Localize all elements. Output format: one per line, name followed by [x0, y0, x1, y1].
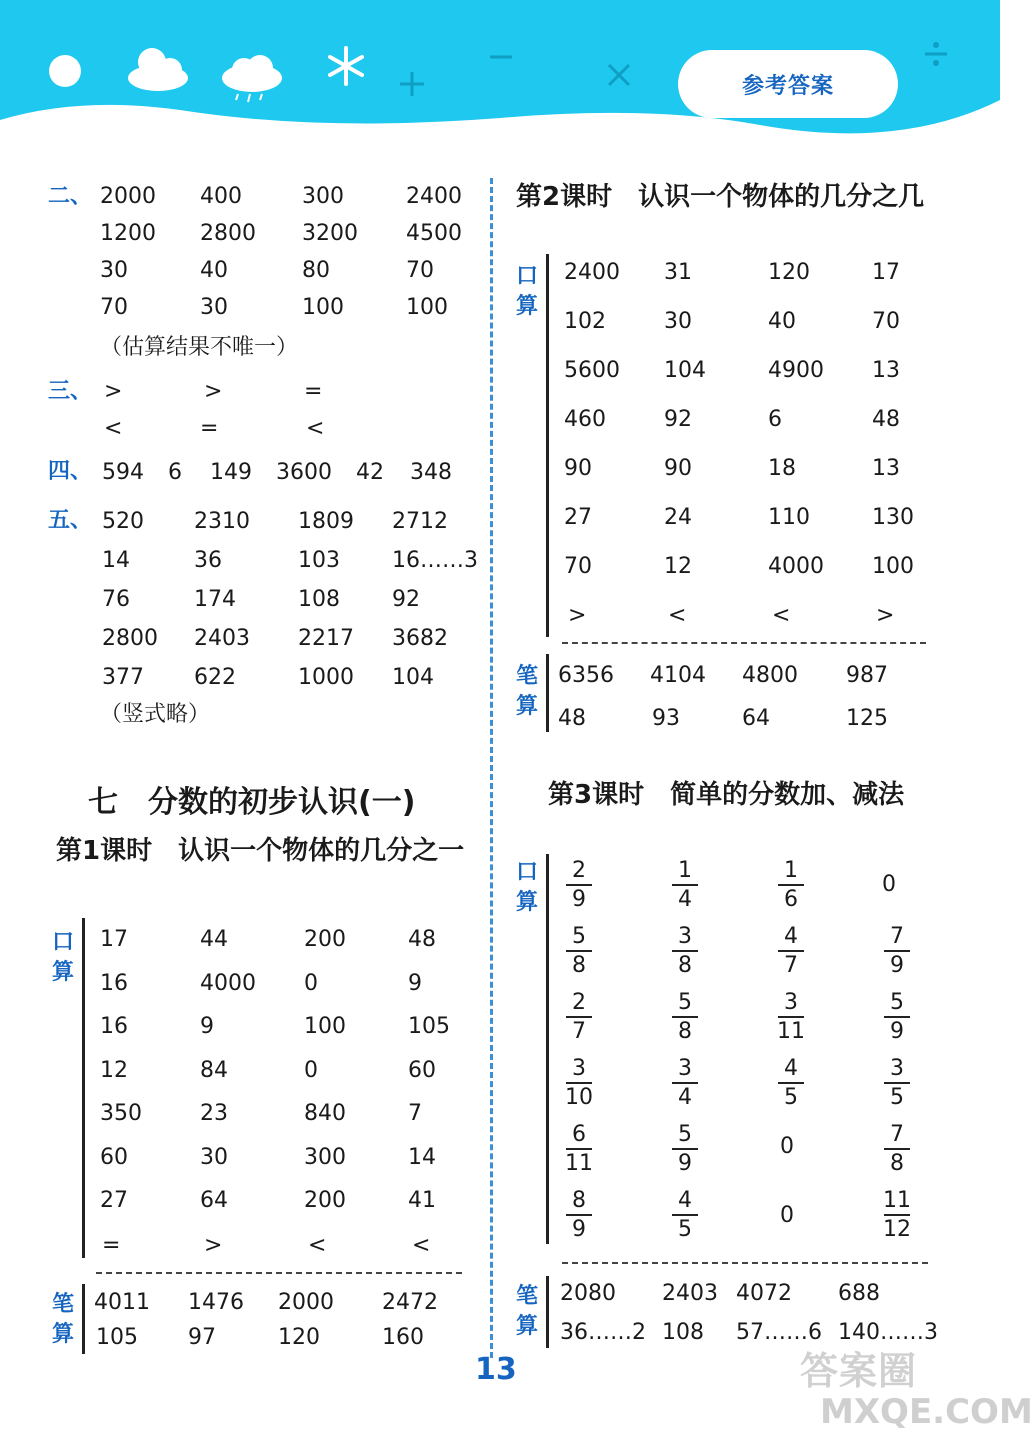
cell: 16: [100, 971, 128, 996]
fraction: 2 7: [562, 992, 596, 1043]
cell: 17: [872, 260, 900, 285]
cell: 14: [102, 548, 130, 573]
cell: 64: [200, 1188, 228, 1213]
page-number: 13: [475, 1352, 517, 1387]
cell: 9: [408, 971, 422, 996]
cell: 27: [564, 505, 592, 530]
cell: 300: [304, 1145, 346, 1170]
cell: 2712: [392, 509, 448, 534]
cell: =: [102, 1233, 121, 1258]
cell: 104: [664, 358, 706, 383]
cell: <: [308, 1233, 327, 1258]
cell: 60: [100, 1145, 128, 1170]
separator: [96, 1272, 462, 1274]
written-calc-label: 笔算: [51, 1292, 74, 1347]
cell: 41: [408, 1188, 436, 1213]
cell: 4900: [768, 358, 824, 383]
cell: >: [204, 379, 223, 404]
cell: 350: [100, 1101, 142, 1126]
cell: 6: [168, 460, 182, 485]
watermark-logo: 答案圈: [800, 1349, 918, 1393]
cell: 57……6: [736, 1320, 822, 1345]
oral-calc-label: 口算: [515, 264, 538, 319]
cell: 4104: [650, 663, 706, 688]
cell: 13: [872, 456, 900, 481]
cell: 1809: [298, 509, 354, 534]
minus-icon: [488, 52, 514, 62]
fraction: 3 8: [668, 926, 702, 977]
section-5-note: （竖式略）: [100, 702, 211, 727]
cell: 0: [304, 1058, 318, 1083]
section-2-label: 二、: [48, 184, 93, 209]
cell: 200: [304, 1188, 346, 1213]
cell: 48: [408, 927, 436, 952]
cell: 12: [664, 554, 692, 579]
cell: 2800: [102, 626, 158, 651]
lesson-3-title: 第3课时 简单的分数加、减法: [548, 780, 905, 810]
cell: 0: [780, 1203, 794, 1228]
cell: 688: [838, 1281, 880, 1306]
cell: >: [204, 1233, 223, 1258]
unit-title: 七 分数的初步认识(一): [88, 785, 416, 820]
cell: <: [306, 416, 325, 441]
fraction: 6 11: [565, 1122, 593, 1176]
cell: 90: [564, 456, 592, 481]
cell: 60: [408, 1058, 436, 1083]
cell: 160: [382, 1325, 424, 1350]
section-5-label: 五、: [48, 508, 93, 533]
cell: 110: [768, 505, 810, 530]
cell: 3682: [392, 626, 448, 651]
rain-cloud-icon: [220, 50, 286, 106]
separator: [562, 1262, 928, 1264]
cell: <: [104, 416, 123, 441]
cell: 2217: [298, 626, 354, 651]
cell: 174: [194, 587, 236, 612]
fraction: 5 8: [562, 926, 596, 977]
cell: 2400: [564, 260, 620, 285]
cell: 622: [194, 665, 236, 690]
cell: 80: [302, 258, 330, 283]
cell: 13: [872, 358, 900, 383]
oral-calc-bracket: [82, 918, 85, 1258]
cell: 16: [100, 1014, 128, 1039]
sun-icon: [48, 54, 82, 88]
cell: 70: [406, 258, 434, 283]
cell: 348: [410, 460, 452, 485]
cell: 1000: [298, 665, 354, 690]
cell: 400: [200, 184, 242, 209]
fraction: 11 12: [883, 1188, 911, 1242]
cell: 102: [564, 309, 606, 334]
cell: 9: [200, 1014, 214, 1039]
written-calc-bracket: [82, 1284, 85, 1354]
fraction: 3 10: [565, 1056, 593, 1110]
cell: 30: [664, 309, 692, 334]
fraction: 8 9: [562, 1190, 596, 1241]
cell: 2080: [560, 1281, 616, 1306]
cell: 6356: [558, 663, 614, 688]
cell: 27: [100, 1188, 128, 1213]
cell: 36: [194, 548, 222, 573]
cell: 4000: [768, 554, 824, 579]
cell: <: [412, 1233, 431, 1258]
cell: 30: [100, 258, 128, 283]
cell: 4800: [742, 663, 798, 688]
cell: 16……3: [392, 548, 478, 573]
cell: 48: [558, 706, 586, 731]
section-2-note: （估算结果不唯一）: [100, 335, 299, 360]
cell: 100: [304, 1014, 346, 1039]
cell: 5600: [564, 358, 620, 383]
column-divider: [490, 178, 493, 1358]
cell: 300: [302, 184, 344, 209]
cell: <: [772, 603, 791, 628]
cell: 108: [662, 1320, 704, 1345]
cell: 840: [304, 1101, 346, 1126]
cell: 125: [846, 706, 888, 731]
cell: 6: [768, 407, 782, 432]
cell: 2400: [406, 184, 462, 209]
cell: 30: [200, 295, 228, 320]
cell: 31: [664, 260, 692, 285]
fraction: 4 7: [774, 926, 808, 977]
cell: 2800: [200, 221, 256, 246]
plus-icon: [398, 70, 426, 98]
cell: =: [304, 379, 323, 404]
fraction: 4 5: [668, 1190, 702, 1241]
answer-key-badge: 参考答案: [678, 50, 898, 118]
fraction: 5 8: [668, 992, 702, 1043]
section-3-label: 三、: [48, 379, 93, 404]
fraction: 3 11: [777, 990, 805, 1044]
section-4-label: 四、: [48, 459, 93, 484]
cell: 36……2: [560, 1320, 646, 1345]
cell: 2000: [278, 1290, 334, 1315]
lesson-2-title: 第2课时 认识一个物体的几分之几: [516, 182, 925, 212]
cell: 4000: [200, 971, 256, 996]
oral-calc-label: 口算: [515, 860, 538, 915]
cell: 18: [768, 456, 796, 481]
cell: 100: [872, 554, 914, 579]
snowflake-icon: [326, 46, 366, 86]
fraction: 7 9: [880, 926, 914, 977]
cell: 23: [200, 1101, 228, 1126]
cell: 377: [102, 665, 144, 690]
cell: 93: [652, 706, 680, 731]
cell: 108: [298, 587, 340, 612]
cell: 30: [200, 1145, 228, 1170]
fraction: 4 5: [774, 1058, 808, 1109]
cell: >: [568, 603, 587, 628]
watermark-url: MXQE.COM: [820, 1392, 1033, 1432]
cell: 12: [100, 1058, 128, 1083]
cell: 84: [200, 1058, 228, 1083]
separator: [562, 642, 926, 644]
cell: 0: [882, 872, 896, 897]
cell: 17: [100, 927, 128, 952]
cell: 2403: [662, 1281, 718, 1306]
written-calc-label: 笔算: [515, 1284, 538, 1339]
written-calc-label: 笔算: [515, 664, 538, 719]
cell: 0: [304, 971, 318, 996]
written-calc-bracket: [546, 1276, 549, 1348]
cell: 70: [100, 295, 128, 320]
cell: 24: [664, 505, 692, 530]
fraction: 2 9: [562, 860, 596, 911]
cell: 4500: [406, 221, 462, 246]
cell: 105: [96, 1325, 138, 1350]
cell: >: [876, 603, 895, 628]
cell: 100: [302, 295, 344, 320]
cell: 2000: [100, 184, 156, 209]
cell: 103: [298, 548, 340, 573]
partly-cloudy-icon: [124, 44, 190, 94]
cell: 3600: [276, 460, 332, 485]
cell: 1476: [188, 1290, 244, 1315]
oral-calc-bracket: [546, 854, 549, 1244]
cell: 120: [278, 1325, 320, 1350]
cell: 70: [564, 554, 592, 579]
cell: 97: [188, 1325, 216, 1350]
cell: 2403: [194, 626, 250, 651]
cell: 120: [768, 260, 810, 285]
cell: 70: [872, 309, 900, 334]
cell: 460: [564, 407, 606, 432]
cell: 105: [408, 1014, 450, 1039]
cell: 4011: [94, 1290, 150, 1315]
cell: <: [668, 603, 687, 628]
divide-icon: [922, 40, 950, 68]
cell: =: [200, 416, 219, 441]
cell: 130: [872, 505, 914, 530]
cell: 76: [102, 587, 130, 612]
fraction: 3 5: [880, 1058, 914, 1109]
cell: 64: [742, 706, 770, 731]
fraction: 1 6: [774, 860, 808, 911]
cell: 44: [200, 927, 228, 952]
oral-calc-label: 口算: [51, 930, 74, 985]
cell: 987: [846, 663, 888, 688]
fraction: 5 9: [880, 992, 914, 1043]
cell: 149: [210, 460, 252, 485]
cell: 140……3: [838, 1320, 938, 1345]
fraction: 7 8: [880, 1124, 914, 1175]
cell: 4072: [736, 1281, 792, 1306]
cell: 42: [356, 460, 384, 485]
cell: 90: [664, 456, 692, 481]
cell: 48: [872, 407, 900, 432]
cell: 40: [200, 258, 228, 283]
fraction: 1 4: [668, 860, 702, 911]
cell: 200: [304, 927, 346, 952]
written-calc-bracket: [546, 654, 549, 732]
cell: 594: [102, 460, 144, 485]
cell: 1200: [100, 221, 156, 246]
cell: 40: [768, 309, 796, 334]
fraction: 5 9: [668, 1124, 702, 1175]
cell: 92: [664, 407, 692, 432]
fraction: 3 4: [668, 1058, 702, 1109]
cell: 7: [408, 1101, 422, 1126]
cell: 104: [392, 665, 434, 690]
cell: 2310: [194, 509, 250, 534]
times-icon: [606, 62, 632, 88]
cell: 14: [408, 1145, 436, 1170]
lesson-1-title: 第1课时 认识一个物体的几分之一: [56, 836, 465, 866]
cell: 92: [392, 587, 420, 612]
cell: 3200: [302, 221, 358, 246]
cell: 0: [780, 1134, 794, 1159]
cell: 520: [102, 509, 144, 534]
cell: 100: [406, 295, 448, 320]
cell: 2472: [382, 1290, 438, 1315]
oral-calc-bracket: [546, 254, 549, 637]
header-banner: [0, 0, 1000, 140]
cell: >: [104, 379, 123, 404]
